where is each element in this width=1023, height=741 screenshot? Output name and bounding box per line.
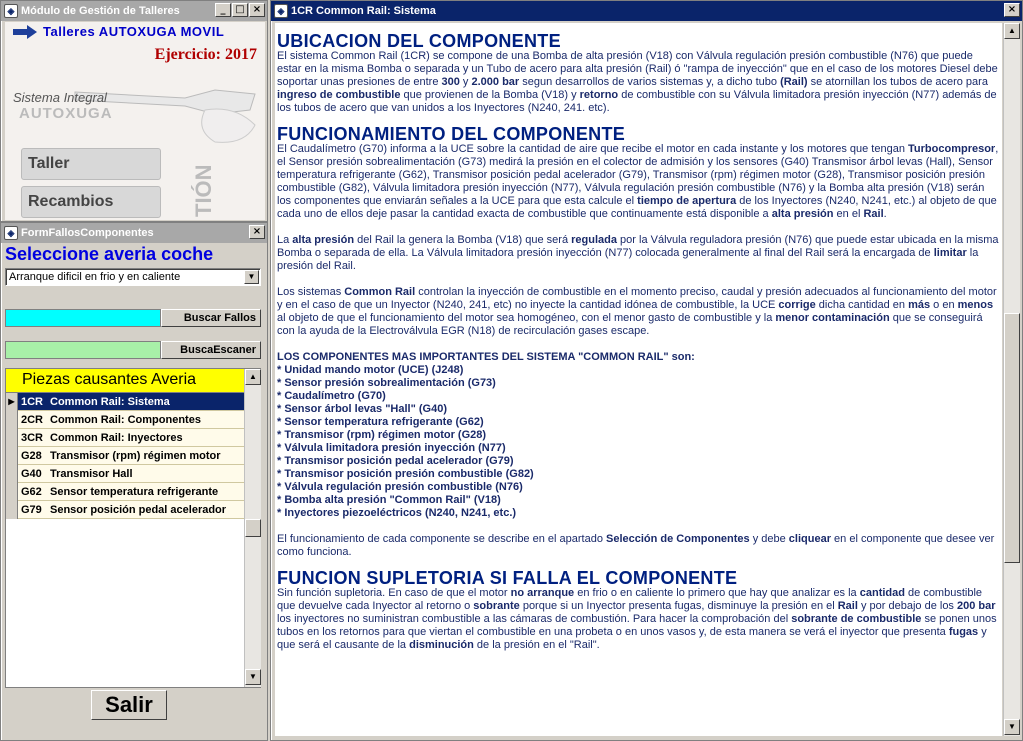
row-code: 1CR [21, 395, 44, 408]
app-icon: ◈ [274, 4, 288, 18]
taller-name: Talleres AUTOXUGA MOVIL [43, 24, 225, 39]
main-module-title: Módulo de Gestión de Talleres [21, 5, 180, 17]
grid-row[interactable] [6, 447, 244, 465]
list-item: * Bomba alta presión "Common Rail" (V18) [277, 494, 501, 506]
taller-button[interactable]: Taller [21, 148, 161, 180]
row-code: 2CR [21, 413, 44, 426]
row-name: Sensor temperatura refrigerante [50, 485, 219, 498]
paragraph: Sin función supletoria. En caso de que el motor no arranque en frio o en caliente lo primero que hay que analizar es la cantidad de combustible que devuelve cada Inyector al retorno o sobrante porque si un Inyector presenta fugas, disminuye la presión en el Rail y por debajo de los 200 bar los inyectores no suministran combustible a las cámaras de combustión. Para hacer la comprobación del sobrante de combustible se ponen unos tubos en los retornos para que viertan el combustible en una probeta o en unos vasos y, de esta manera se verá el inyector que presenta fugas y que será el causante de la disminución de la presión en el "Rail". [277, 587, 997, 651]
scroll-up-icon[interactable]: ▲ [1004, 23, 1020, 39]
app-icon: ◈ [4, 226, 18, 240]
list-item: * Inyectores piezoeléctricos (N240, N241, etc.) [277, 507, 517, 519]
document-content [275, 23, 1002, 736]
close-button[interactable]: × [249, 3, 265, 17]
row-indicator-icon: ▶ [6, 393, 18, 411]
row-name: Transmisor Hall [50, 467, 133, 480]
main-module-titlebar[interactable] [1, 1, 267, 21]
salir-button[interactable]: Salir [91, 690, 167, 720]
sistema-label: Sistema Integral [13, 90, 107, 105]
list-item: * Válvula regulación presión combustible (N76) [277, 481, 523, 493]
fallos-window [0, 222, 268, 741]
paragraph: El funcionamiento de cada componente se describe en el apartado Selección de Componentes y debe cliquear en el componente que desee ver como funciona. [277, 533, 995, 558]
row-name: Transmisor (rpm) régimen motor [50, 449, 221, 462]
row-name: Common Rail: Componentes [50, 413, 201, 426]
list-title: LOS COMPONENTES MAS IMPORTANTES DEL SISTEMA "COMMON RAIL" son: [277, 351, 695, 363]
scroll-thumb[interactable] [1004, 313, 1020, 563]
paragraph: El Caudalímetro (G70) informa a la UCE sobre la cantidad de aire que recibe el motor en cada instante y los motores que tengan Turbocompresor, el Sensor presión sobrealimentación (G73) medirá la presión en el colector de admisión y los sensores (G40) Transmisor árbol levas (Hall), Sensor temperatura refrigerante (G62), Transmisor posición pedal acelerador (G79), Transmisor (rpm) régimen motor (G28), Transmisor posición presión combustible (G82), Válvula limitadora presión inyección (N77), Válvula regulación presión combustible (N76) y la Bomba alta presión (V18) serán los componentes que enviarán señales a la UCE para que esta calcule el tiempo de apertura de los Inyectores (N240, N241, etc.) al objeto de que cada uno de ellos deje pasar la cantidad exacta de combustible que continuamente está disponible a alta presión en el Rail. [277, 143, 999, 220]
document-title: 1CR Common Rail: Sistema [291, 5, 436, 17]
list-item: * Válvula limitadora presión inyección (N77) [277, 442, 506, 454]
heading-funcionamiento: FUNCIONAMIENTO DEL COMPONENTE [277, 124, 626, 144]
fallos-color-bar [5, 309, 161, 327]
components-list [277, 351, 1000, 520]
grid-scrollbar[interactable] [244, 369, 261, 687]
close-button[interactable]: × [1004, 3, 1020, 17]
minimize-button[interactable]: _ [215, 3, 231, 17]
grid-row[interactable] [6, 429, 244, 447]
list-item: * Transmisor posición presión combustible (G82) [277, 468, 534, 480]
select-averia-heading: Seleccione averia coche [5, 244, 214, 264]
ejercicio-label: Ejercicio: 2017 [154, 46, 257, 63]
document-window [270, 0, 1023, 741]
grid-row[interactable] [6, 411, 244, 429]
grid-row[interactable] [6, 393, 244, 411]
close-button[interactable]: × [249, 225, 265, 239]
scroll-down-icon[interactable]: ▼ [245, 669, 261, 685]
list-item: * Sensor presión sobrealimentación (G73) [277, 377, 496, 389]
row-name: Common Rail: Sistema [50, 395, 170, 408]
document-titlebar[interactable] [271, 1, 1022, 21]
paragraph: Los sistemas Common Rail controlan la inyección de combustible en el momento preciso, caudal y presión adecuados al funcionamiento del motor y en el caso de que un Inyector (N240, 241, etc) no inyecte la cantidad idónea de combustible, la UCE corrige dicha cantidad en más o en menos al objeto de que el funcionamiento del motor sea homogéneo, con el menor gasto de combustible y la menor contaminación que se conseguirá con la ayuda de la Electroválvula EGR (N18) de recirculación gases escape. [277, 286, 997, 337]
row-code: G28 [21, 449, 42, 462]
list-item: * Transmisor (rpm) régimen motor (G28) [277, 429, 487, 441]
grid-row[interactable] [6, 483, 244, 501]
maximize-button[interactable]: □ [232, 3, 248, 17]
fallos-title: FormFallosComponentes [21, 227, 154, 239]
document-scrollbar[interactable] [1003, 23, 1020, 736]
fallos-titlebar[interactable] [1, 223, 267, 243]
list-item: * Sensor árbol levas "Hall" (G40) [277, 403, 447, 415]
grid-row[interactable] [6, 501, 244, 519]
paragraph: La alta presión del Rail la genera la Bomba (V18) que será regulada por la Válvula reguladora presión (N76) que puede estar ubicada en la misma Bomba o separada de ella. La Válvula limitadora presión inyección (N77) colocada generalmente al final del Rail será la encargada de limitar la presión del Rail. [277, 234, 999, 272]
list-item: * Caudalímetro (G70) [277, 390, 386, 402]
row-code: 3CR [21, 431, 44, 444]
heading-ubicacion: UBICACION DEL COMPONENTE [277, 31, 561, 51]
chevron-down-icon[interactable]: ▼ [244, 270, 259, 284]
arrow-right-icon [13, 25, 39, 39]
heading-supletoria: FUNCION SUPLETORIA SI FALLA EL COMPONENTE [277, 568, 738, 588]
vertical-watermark: TIÓN [191, 164, 216, 217]
averia-combo-value: Arranque dificil en frio y en caliente [9, 271, 181, 283]
main-module-window [0, 0, 268, 222]
grid-row[interactable] [6, 465, 244, 483]
escaner-color-bar [5, 341, 161, 359]
recambios-button[interactable]: Recambios [21, 186, 161, 218]
row-code: G79 [21, 503, 42, 516]
piezas-grid [5, 368, 261, 688]
scroll-thumb[interactable] [245, 519, 261, 537]
row-code: G40 [21, 467, 42, 480]
app-icon: ◈ [4, 4, 18, 18]
paragraph: El sistema Common Rail (1CR) se compone de una Bomba de alta presión (V18) con Válvula regulación presión combustible (N76) que puede estar en la misma Bomba o separada y un Tubo de acero para alta presión (Rail) ó "rampa de inyección" que en el caso de los motores Diesel debe soportar unas presiones de entre 300 y 2.000 bar segun desarrollos de varios sistemas y, a dicho tubo (Rail) se atornillan los tubos de acero para ingreso de combustible que provienen de la Bomba (V18) y retorno de combustible con su Válvula limitadora presión inyección (N77) además de los tubos de acero que van unidos a los Inyectores (N240, 241. etc). [277, 50, 998, 114]
list-item: * Unidad mando motor (UCE) (J248) [277, 364, 464, 376]
busca-escaner-button[interactable]: BuscaEscaner [161, 341, 261, 359]
row-code: G62 [21, 485, 42, 498]
list-item: * Sensor temperatura refrigerante (G62) [277, 416, 484, 428]
averia-combo[interactable] [5, 268, 261, 286]
row-name: Common Rail: Inyectores [50, 431, 183, 444]
grid-header: Piezas causantes Averia [6, 369, 244, 393]
brand-label: AUTOXUGA [19, 105, 113, 122]
list-item: * Transmisor posición pedal acelerador (G79) [277, 455, 514, 467]
buscar-fallos-button[interactable]: Buscar Fallos [161, 309, 261, 327]
row-name: Sensor posición pedal acelerador [50, 503, 227, 516]
main-module-body [5, 22, 265, 220]
scroll-down-icon[interactable]: ▼ [1004, 719, 1020, 735]
scroll-up-icon[interactable]: ▲ [245, 369, 261, 385]
